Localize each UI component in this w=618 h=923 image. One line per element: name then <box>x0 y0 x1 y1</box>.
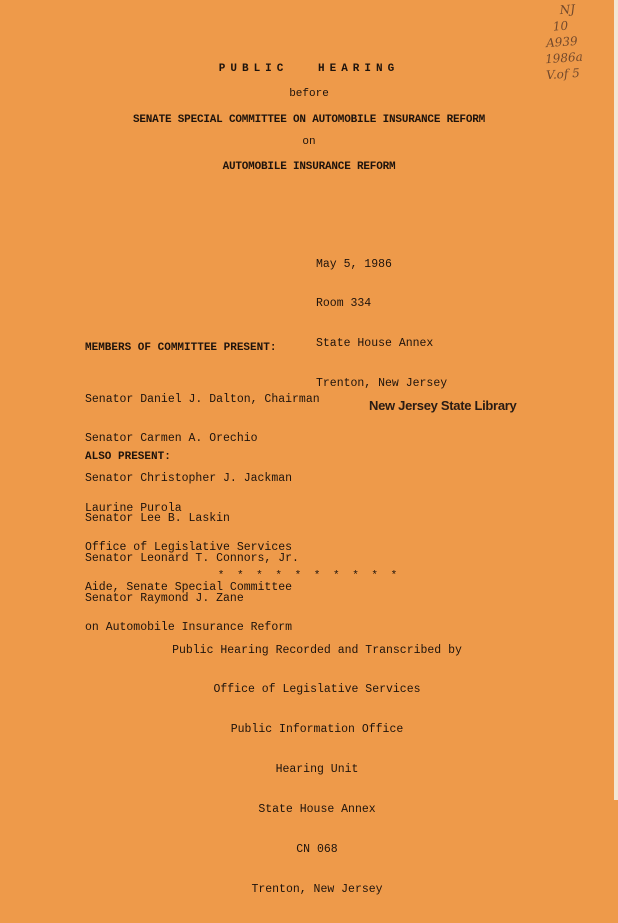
member-item: Senator Christopher J. Jackman <box>85 472 293 486</box>
also-present-item: Office of Legislative Services <box>85 541 293 555</box>
member-item: Senator Carmen A. Orechio <box>85 432 258 446</box>
handwritten-line: NJ <box>559 2 576 18</box>
document-title: PUBLIC HEARING <box>218 63 400 75</box>
also-present-item: Aide, Senate Special Committee <box>85 581 293 595</box>
handwritten-line: 1986a <box>544 49 584 67</box>
member-item: Senator Raymond J. Zane <box>85 592 244 606</box>
hearing-building: State House Annex <box>316 337 434 351</box>
also-present-heading: ALSO PRESENT: <box>85 451 171 463</box>
footer-line: Public Information Office <box>230 723 404 737</box>
on-line: on <box>302 136 316 148</box>
footer-line: Office of Legislative Services <box>213 683 421 697</box>
footer-line: Hearing Unit <box>275 763 359 777</box>
footer-line: CN 068 <box>296 843 338 857</box>
footer-line: Public Hearing Recorded and Transcribed by <box>172 643 462 657</box>
member-item: Senator Leonard T. Connors, Jr. <box>85 552 299 566</box>
before-line: before <box>289 88 329 100</box>
footer-line: Trenton, New Jersey <box>251 882 383 896</box>
separator-stars: * * * * * * * * * * <box>217 570 401 582</box>
handwritten-line: 10 <box>552 18 569 34</box>
hearing-date: May 5, 1986 <box>316 257 392 271</box>
transcription-credit <box>0 617 618 923</box>
hearing-subject: AUTOMOBILE INSURANCE REFORM <box>222 161 396 173</box>
members-heading: MEMBERS OF COMMITTEE PRESENT: <box>85 342 277 354</box>
member-item: Senator Lee B. Laskin <box>85 512 230 526</box>
handwritten-line: V.of 5 <box>546 65 581 83</box>
also-present-item: on Automobile Insurance Reform <box>85 621 293 635</box>
handwritten-line: A939 <box>545 33 579 51</box>
also-present-item: Laurine Purola <box>85 501 182 515</box>
hearing-room: Room 334 <box>316 297 372 311</box>
member-item: Senator Daniel J. Dalton, Chairman <box>85 392 320 406</box>
hearing-details <box>316 231 447 417</box>
footer-line: State House Annex <box>258 803 376 817</box>
hearing-city: Trenton, New Jersey <box>316 377 448 391</box>
committee-name: SENATE SPECIAL COMMITTEE ON AUTOMOBILE INSURANCE REFORM <box>132 114 486 126</box>
library-stamp: New Jersey State Library <box>369 398 517 413</box>
